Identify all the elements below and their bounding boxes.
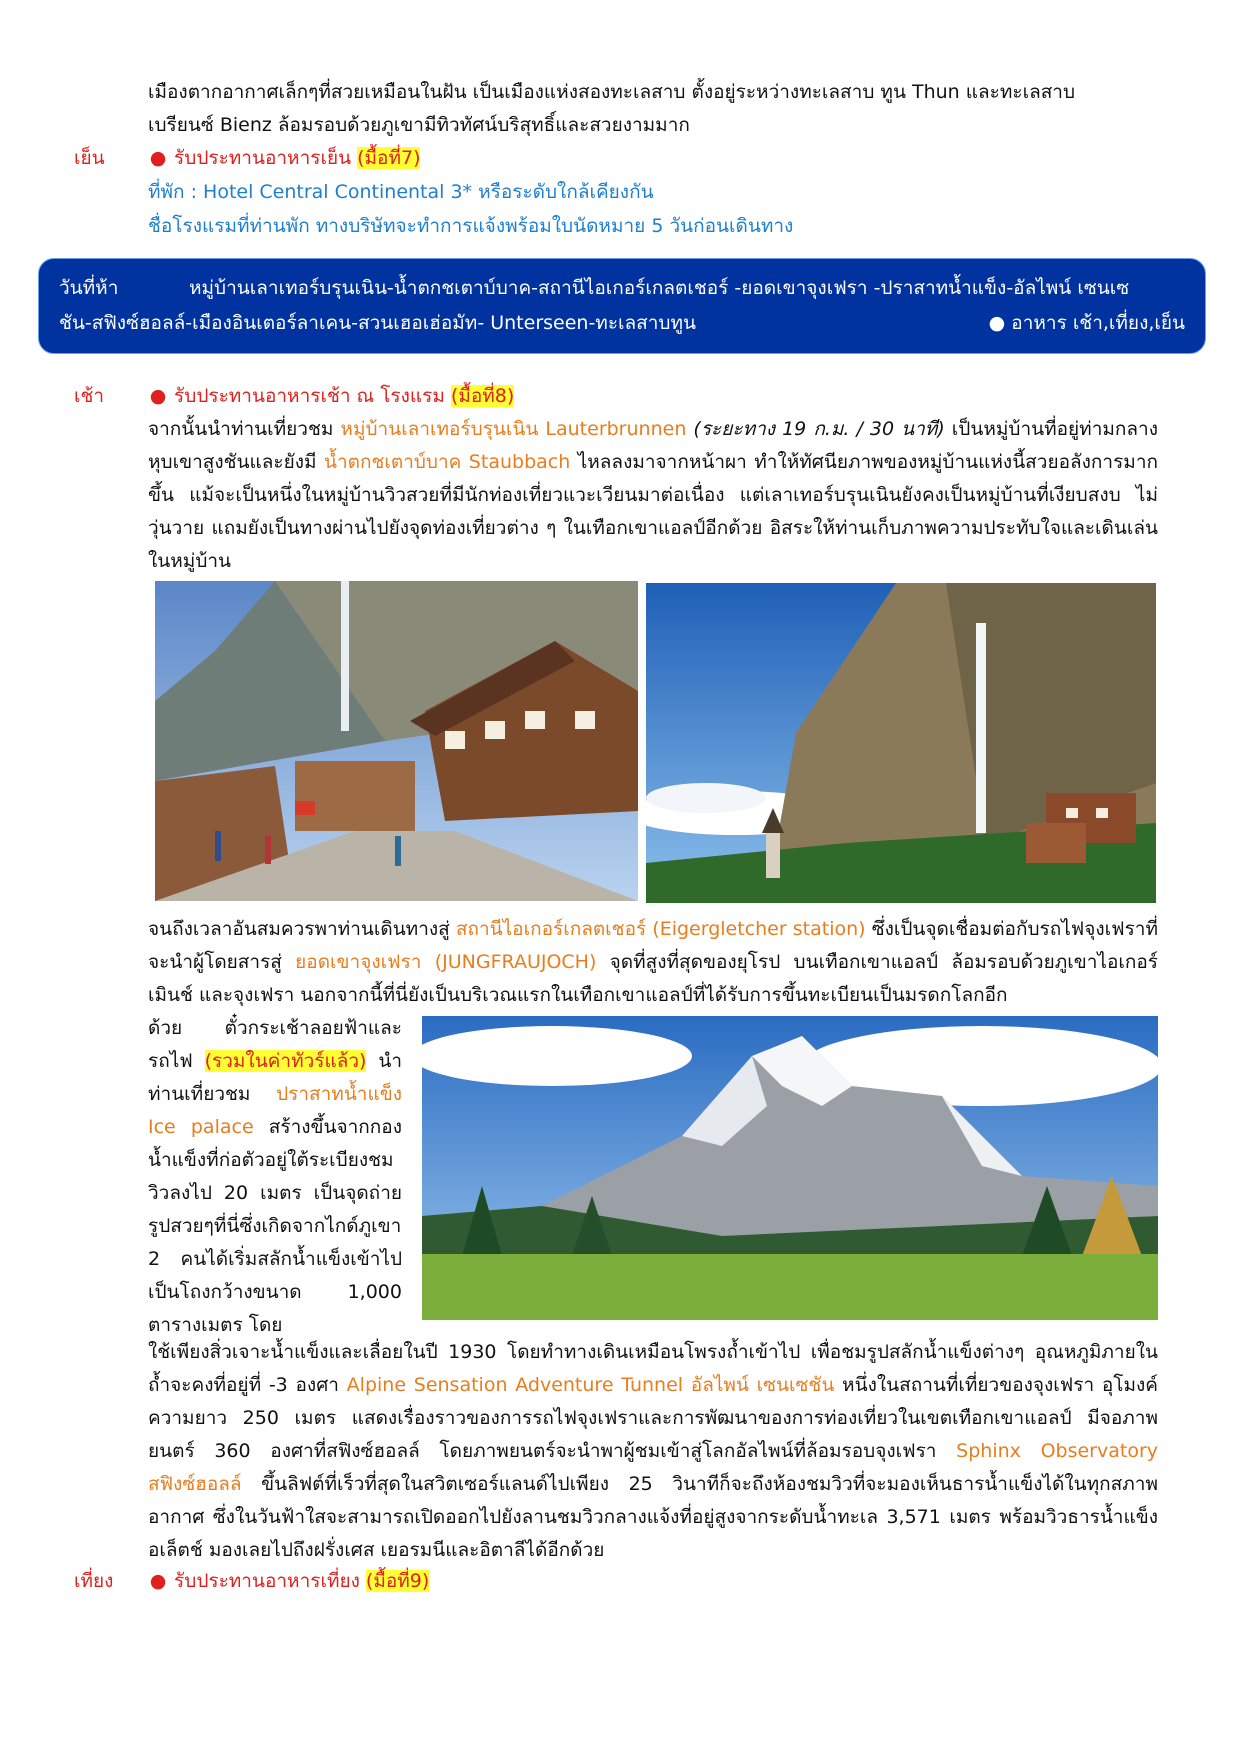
meal-icon: ● <box>149 1570 167 1592</box>
side-text-c: สร้างขึ้นจากกองน้ำแข็งที่ก่อตัวอยู่ใต้ระเบียงชมวิวลงไป 20 เมตร เป็นจุดถ่ายรูปสวยๆที่นี่ซึ่งเกิดจากไกด์ภูเขา 2 คนได้เริ่มสลักน้ำแข็งเข้าไปเป็นโถงกว้างขนาด 1,000 ตารางเมตร โดย <box>148 1116 402 1336</box>
lauterbrunnen-link: หมู่บ้านเลาเทอร์บรุนเนิน Lauterbrunnen <box>340 418 687 440</box>
ice-palace-side-text <box>148 1012 402 1342</box>
breakfast-text: รับประทานอาหารเช้า ณ โรงแรม <box>174 385 445 407</box>
dinner-text: รับประทานอาหารเย็น <box>174 147 352 169</box>
eigergletscher-link: สถานีไอเกอร์เกลตเชอร์ (Eigergletcher station) <box>455 918 866 940</box>
meal-icon: ● <box>149 147 167 169</box>
dinner-label: เย็น <box>74 147 105 169</box>
day-banner <box>38 258 1206 354</box>
hotel-note: ชื่อโรงแรมที่ท่านพัก ทางบริษัทจะทำการแจ้งพร้อมใบนัดหมาย 5 วันก่อนเดินทาง <box>148 215 794 237</box>
side-text-a: ด้วย ตั๋วกระเช้าลอยฟ้าและรถไฟ <box>148 1017 402 1072</box>
para3-text-c: ขึ้นลิฟต์ที่เร็วที่สุดในสวิตเซอร์แลนด์ไปเพียง 25 วินาทีก็จะถึงห้องชมวิวที่จะมองเห็นธารน้ำแข็งได้ในทุกสภาพอากาศ ซึ่งในวันฟ้าใสจะสามารถเปิดออกไปยังลานชมวิวกลางแจ้งที่อยู่สูงจากระดับน้ำทะเล 3,571 เมตร พร้อมวิวธารน้ำแข็งอเล็ตช์ มองเลยไปถึงฝรั่งเศส เยอรมนีและอิตาลีได้อีกด้วย <box>148 1473 1158 1561</box>
day-meals-text: อาหาร เช้า,เที่ยง,เย็น <box>1011 312 1185 334</box>
meal-icon: ● <box>988 312 1006 334</box>
banner-row-1 <box>59 271 1185 306</box>
para1-text-b: เป็นหมู่บ้านที่อยู่ท่ามกลางหุบเขาสูงชันและยังมี <box>148 418 1158 473</box>
day-route-1: หมู่บ้านเลาเทอร์บรุนเนิน-น้ำตกชเตาบ์บาค-สถานีไอเกอร์เกลตเชอร์ -ยอดเขาจุงเฟรา -ปราสาทน้ำแข็ง-อัลไพน์ เซนเซ <box>189 277 1130 299</box>
side-text-b: นำท่านเที่ยวชม <box>148 1050 402 1105</box>
meal-icon: ● <box>149 385 167 407</box>
day-route-2: ชัน-สฟิงซ์ฮอลล์-เมืองอินเตอร์ลาเคน-สวนเฮอเฮ่อมัท- Unterseen-ทะเลสาบทูน <box>59 312 697 334</box>
staubbach-link: น้ำตกชเตาบ์บาค Staubbach <box>323 451 571 473</box>
staubbach-waterfall-photo <box>646 583 1156 903</box>
jungfrau-paragraph <box>148 913 1158 1012</box>
breakfast-line <box>148 380 514 413</box>
para3-text-a: ใช้เพียงสิ่วเจาะน้ำแข็งและเลื่อยในปี 1930 โดยทำทางเดินเหมือนโพรงถ้ำเข้าไป เพื่อชมรูปสลักน้ำแข็งต่างๆ อุณหภูมิภายในถ้ำจะคงที่อยู่ที่ -3 องศา <box>148 1341 1158 1396</box>
lauterbrunnen-paragraph <box>148 413 1158 578</box>
mountain-photo <box>422 1016 1158 1320</box>
lunch-label: เที่ยง <box>74 1570 114 1592</box>
day-meals <box>989 306 1185 341</box>
breakfast-meal-number: (มื้อที่8) <box>450 385 515 407</box>
jungfraujoch-link: ยอดเขาจุงเฟรา (JUNGFRAUJOCH) <box>295 951 597 973</box>
day-label: วันที่ห้า <box>59 277 119 299</box>
ice-palace-link: ปราสาทน้ำแข็ง Ice palace <box>148 1083 402 1138</box>
dinner-line <box>148 142 420 175</box>
alpine-sensation-link: Alpine Sensation Adventure Tunnel อัลไพน์ เซนเซชัน <box>346 1374 835 1396</box>
intro-line-2: เบรียนซ์ Bienz ล้อมรอบด้วยภูเขามีทิวทัศน์บริสุทธิ์และสวยงามมาก <box>148 114 690 136</box>
para1-text-c: ไหลลงมาจากหน้าผา ทำให้ทัศนียภาพของหมู่บ้านแห่งนี้สวยอลังการมากขึ้น แม้จะเป็นหนึ่งในหมู่บ้านวิวสวยที่มีนักท่องเที่ยวแวะเวียนมาต่อเนื่อง แต่เลาเทอร์บรุนเนินยังคงเป็นหมู่บ้านที่เงียบสงบ ไม่วุ่นวาย แถมยังเป็นทางผ่านไปยังจุดท่องเที่ยวต่าง ๆ ในเทือกเขาแอลป์อีกด้วย อิสระให้ท่านเก็บภาพความประทับใจและเดินเล่นในหมู่บ้าน <box>148 451 1158 572</box>
lunch-text: รับประทานอาหารเที่ยง <box>174 1570 360 1592</box>
para2-text-b: ซึ่งเป็นจุดเชื่อมต่อกับรถไฟจุงเฟราที่จะนำผู้โดยสารสู่ <box>148 918 1158 973</box>
para2-text-c: จุดที่สูงที่สุดของยุโรป บนเทือกเขาแอลป์ ล้อมรอบด้วยภูเขาไอเกอร์ เมินช์ และจุงเฟรา นอกจากนี้ที่นี่ยังเป็นบริเวณแรกในเทือกเขาแอลป์ที่ได้รับการขึ้นทะเบียนเป็นมรดกโลกอีก <box>148 951 1158 1006</box>
alpine-sensation-paragraph <box>148 1336 1158 1567</box>
lunch-meal-number: (มื้อที่9) <box>365 1570 430 1592</box>
banner-row-2 <box>59 306 1185 341</box>
distance-note: (ระยะทาง 19 ก.ม. / 30 นาที) <box>686 418 945 440</box>
lunch-line <box>148 1565 429 1598</box>
hotel-line: ที่พัก : Hotel Central Continental 3* หรือระดับใกล้เคียงกัน <box>148 181 654 203</box>
para1-text-a: จากนั้นนำท่านเที่ยวชม <box>148 418 341 440</box>
dinner-meal-number: (มื้อที่7) <box>357 147 421 169</box>
sphinx-link: Sphinx Observatory สฟิงซ์ฮอลล์ <box>148 1440 1158 1495</box>
para2-text-a: จนถึงเวลาอันสมควรพาท่านเดินทางสู่ <box>148 918 456 940</box>
tour-included-badge: (รวมในค่าทัวร์แล้ว) <box>204 1050 367 1072</box>
breakfast-label: เช้า <box>74 385 105 407</box>
intro-paragraph <box>148 76 1158 142</box>
intro-line-1: เมืองตากอากาศเล็กๆที่สวยเหมือนในฝัน เป็นเมืองแห่งสองทะเลสาบ ตั้งอยู่ระหว่างทะเลสาบ ทูน Thun และทะเลสาบ <box>148 81 1076 103</box>
lauterbrunnen-village-photo <box>155 581 638 901</box>
para3-text-b: หนึ่งในสถานที่เที่ยวของจุงเฟรา อุโมงค์ความยาว 250 เมตร แสดงเรื่องราวของการรถไฟจุงเฟราและการพัฒนาของการท่องเที่ยวในเขตเทือกเขาแอลป์ มีจอภาพยนตร์ 360 องศาที่สฟิงซ์ฮอลล์ โดยภาพยนตร์จะนำพาผู้ชมเข้าสู่โลกอัลไพน์ที่ล้อมรอบจุงเฟรา <box>148 1374 1158 1462</box>
